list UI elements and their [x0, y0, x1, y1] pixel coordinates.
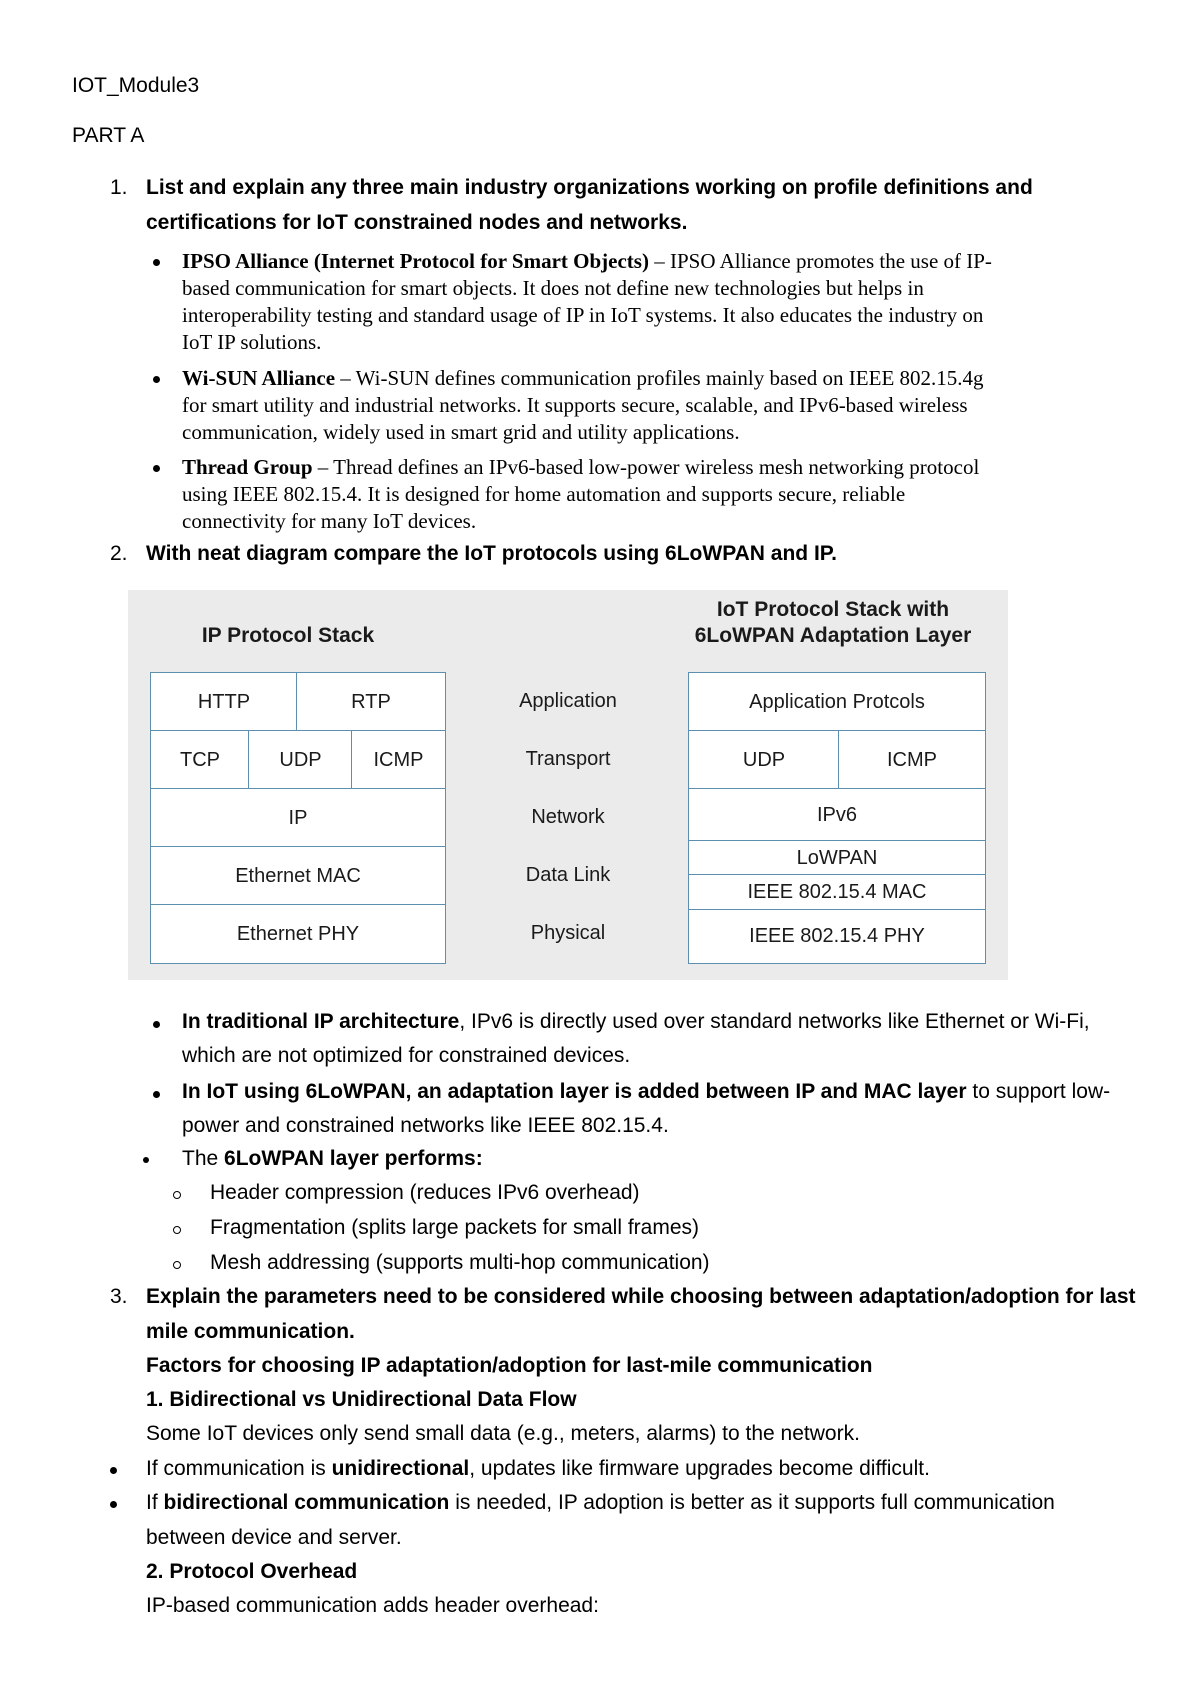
- rtp-cell: RTP: [296, 672, 446, 732]
- list-item: [182, 365, 1132, 446]
- question-text-line: List and explain any three main industry organizations working on profile definitions and: [146, 176, 1033, 199]
- item-text: The: [182, 1147, 225, 1170]
- ip-stack-title: IP Protocol Stack: [201, 624, 375, 647]
- item-label: IPSO Alliance (Internet Protocol for Smart Objects): [182, 249, 649, 273]
- bullet-icon: [153, 376, 160, 383]
- tcp-cell: TCP: [150, 730, 250, 790]
- layer-label: Transport: [525, 748, 611, 770]
- layer-label: Data Link: [525, 864, 611, 886]
- list-item: [182, 454, 1132, 535]
- item-text: – Wi-SUN defines communication profiles mainly based on IEEE 802.15.4g: [335, 366, 984, 390]
- item-text: is needed, IP adoption is better as it supports full communication: [449, 1491, 1055, 1514]
- question-text-line: mile communication.: [146, 1320, 355, 1343]
- item-text: for smart utility and industrial networks. It supports secure, scalable, and IPv6-based wireless: [182, 393, 968, 417]
- layer-label: Application: [519, 690, 617, 712]
- ip-cell: IP: [150, 788, 446, 848]
- ieee-phy-cell: IEEE 802.15.4 PHY: [688, 909, 986, 964]
- sub-bullet-icon: [173, 1191, 181, 1199]
- bullet-icon: [153, 1021, 160, 1028]
- bullet-icon: [110, 1467, 117, 1474]
- layer-label: Network: [531, 806, 605, 828]
- item-text: communication, widely used in smart grid and utility applications.: [182, 420, 740, 444]
- icmp-cell: ICMP: [351, 730, 446, 790]
- item-text: If: [146, 1491, 164, 1514]
- protocol-stack-diagram: [128, 590, 1008, 980]
- question-text-line: certifications for IoT constrained nodes and networks.: [146, 211, 688, 234]
- item-text: – Thread defines an IPv6-based low-power wireless mesh networking protocol: [312, 455, 980, 479]
- item-text: which are not optimized for constrained devices.: [182, 1044, 631, 1067]
- bold-text: In traditional IP architecture: [182, 1010, 460, 1033]
- icmp-cell: ICMP: [838, 730, 986, 790]
- paragraph: IP-based communication adds header overhead:: [146, 1594, 599, 1617]
- item-text: IoT IP solutions.: [182, 330, 322, 354]
- iot-stack-title-line: IoT Protocol Stack with: [716, 598, 950, 621]
- list-item: [182, 1005, 1132, 1073]
- item-text: interoperability testing and standard usage of IP in IoT systems. It also educates the industry on: [182, 303, 984, 327]
- item-label: Wi-SUN Alliance: [182, 366, 336, 390]
- ethernet-phy-cell: Ethernet PHY: [150, 904, 446, 964]
- list-item: [182, 248, 1132, 356]
- list-item: [146, 1485, 1136, 1555]
- list-item: [182, 1142, 1132, 1176]
- iot-stack-title-line: 6LoWPAN Adaptation Layer: [694, 624, 972, 647]
- bullet-icon: [153, 259, 160, 266]
- item-text: using IEEE 802.15.4. It is designed for home automation and supports secure, reliable: [182, 482, 906, 506]
- list-item: [146, 1451, 1136, 1486]
- bold-text: unidirectional: [331, 1457, 470, 1480]
- bold-text: bidirectional communication: [163, 1491, 450, 1514]
- bullet-icon: [153, 1091, 160, 1098]
- subsection-heading: 2. Protocol Overhead: [146, 1560, 358, 1583]
- list-item: [182, 1075, 1132, 1143]
- question-text-line: With neat diagram compare the IoT protocols using 6LoWPAN and IP.: [146, 542, 837, 565]
- document-title: IOT_Module3: [72, 74, 200, 97]
- layer-label: Physical: [530, 922, 606, 944]
- question-number: 2.: [110, 542, 128, 565]
- bullet-icon: [110, 1501, 117, 1508]
- item-text: – IPSO Alliance promotes the use of IP-: [648, 249, 992, 273]
- sub-item: Fragmentation (splits large packets for small frames): [210, 1216, 699, 1239]
- ipv6-cell: IPv6: [688, 788, 986, 842]
- item-text: connectivity for many IoT devices.: [182, 509, 477, 533]
- item-text: between device and server.: [146, 1526, 402, 1549]
- subsection-heading: 1. Bidirectional vs Unidirectional Data Flow: [146, 1388, 577, 1411]
- sub-bullet-icon: [173, 1226, 181, 1234]
- bullet-icon: [143, 1157, 149, 1163]
- item-text: to support low-: [966, 1080, 1111, 1103]
- udp-cell: UDP: [248, 730, 353, 790]
- ethernet-mac-cell: Ethernet MAC: [150, 846, 446, 906]
- bold-text: 6LoWPAN layer performs:: [224, 1147, 483, 1170]
- bold-text: In IoT using 6LoWPAN, an adaptation layer is added between IP and MAC layer: [182, 1080, 967, 1103]
- question-text-line: Explain the parameters need to be considered while choosing between adaptation/adoption for last: [146, 1285, 1136, 1308]
- section-heading: Factors for choosing IP adaptation/adoption for last-mile communication: [146, 1354, 873, 1377]
- sub-item: Mesh addressing (supports multi-hop communication): [210, 1251, 710, 1274]
- paragraph: Some IoT devices only send small data (e.g., meters, alarms) to the network.: [146, 1422, 860, 1445]
- lowpan-cell: LoWPAN: [688, 840, 986, 876]
- ieee-mac-cell: IEEE 802.15.4 MAC: [688, 874, 986, 911]
- item-text: If communication is: [146, 1457, 332, 1480]
- application-protocols-cell: Application Protcols: [688, 672, 986, 732]
- item-label: Thread Group: [182, 455, 313, 479]
- sub-bullet-icon: [173, 1261, 181, 1269]
- item-text: power and constrained networks like IEEE 802.15.4.: [182, 1114, 669, 1137]
- http-cell: HTTP: [150, 672, 298, 732]
- question-number: 3.: [110, 1285, 128, 1308]
- item-text: , IPv6 is directly used over standard networks like Ethernet or Wi-Fi,: [459, 1010, 1090, 1033]
- item-text: , updates like firmware upgrades become difficult.: [469, 1457, 930, 1480]
- udp-cell: UDP: [688, 730, 840, 790]
- question-number: 1.: [110, 176, 128, 199]
- sub-item: Header compression (reduces IPv6 overhead): [210, 1181, 640, 1204]
- part-heading: PART A: [72, 124, 145, 147]
- bullet-icon: [153, 465, 160, 472]
- item-text: based communication for smart objects. It does not define new technologies but helps in: [182, 276, 924, 300]
